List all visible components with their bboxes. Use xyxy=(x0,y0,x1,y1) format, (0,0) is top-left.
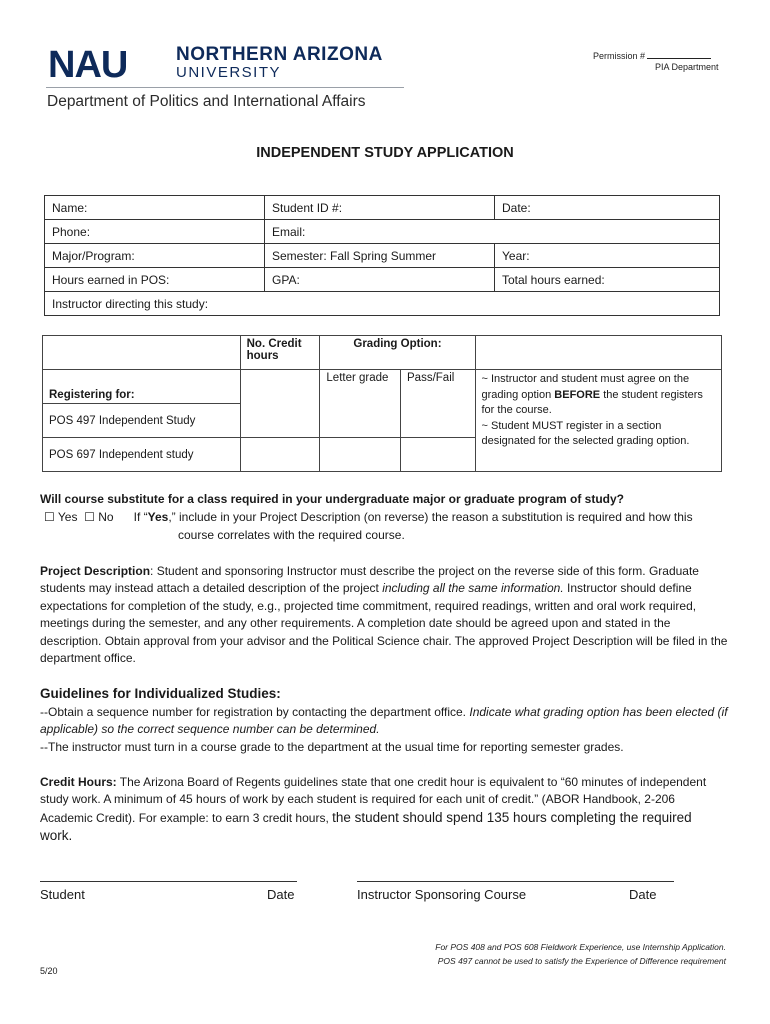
page-title: INDEPENDENT STUDY APPLICATION xyxy=(256,145,514,161)
grading-note xyxy=(475,370,722,472)
grading-option-header: Grading Option: xyxy=(320,336,475,370)
guidelines-line2: --The instructor must turn in a course grade to the department at the usual time for reporting semester grades. xyxy=(40,740,624,754)
substitute-question: Will course substitute for a class required in your undergraduate major or graduate program of study? xyxy=(40,492,624,506)
university-name-line1: NORTHERN ARIZONA xyxy=(176,44,383,65)
project-text-2: Instructor should define expectations for completion of the study, e.g., projected time commitment, required readings, written and oral work required, meetings during the semester, and any other requirements. A completion date should be agreed upon and stated in the description. Obtain approval from your advisor and the Political Science chair. The approved Project Description will be filed in the department office. xyxy=(40,581,728,666)
project-text-1: : Student and sponsoring Instructor must describe the project on the reverse side of this form. Graduate students may instead attach a detailed description of the project xyxy=(40,564,699,596)
instructor-date-label: Date xyxy=(629,887,657,902)
date-field[interactable]: Date: xyxy=(495,196,720,220)
year-field[interactable]: Year: xyxy=(495,244,720,268)
substitute-answer-line2: course correlates with the required course. xyxy=(178,528,405,542)
pass-fail-header: Pass/Fail xyxy=(401,370,475,404)
pass-fail-cell-2[interactable] xyxy=(401,438,475,472)
hours-pos-field[interactable]: Hours earned in POS: xyxy=(45,268,265,292)
permission-label: Permission # xyxy=(593,51,646,61)
if-rest: ,” include in your Project Description (on reverse) the reason a substitution is required and how this xyxy=(168,510,693,524)
logo-divider xyxy=(46,87,404,88)
instructor-signature-label: Instructor Sponsoring Course xyxy=(357,887,527,902)
university-name-line2: UNIVERSITY xyxy=(176,64,282,81)
gpa-field[interactable]: GPA: xyxy=(265,268,495,292)
registering-for-label: Registering for: xyxy=(43,370,241,404)
project-description xyxy=(40,563,732,667)
student-signature-line[interactable] xyxy=(40,881,297,882)
guidelines-line1-italic: Indicate what grading option has been elected (if applicable) so the correct sequence number can be determined. xyxy=(40,705,728,737)
phone-field[interactable]: Phone: xyxy=(45,220,265,244)
letter-grade-cell-1[interactable] xyxy=(320,404,401,438)
credit-hours-cell-2[interactable] xyxy=(240,438,320,472)
nau-logo xyxy=(48,46,166,82)
pia-department-label: PIA Department xyxy=(655,62,719,72)
letter-grade-header: Letter grade xyxy=(320,370,401,404)
pass-fail-cell-1[interactable] xyxy=(401,404,475,438)
version-label: 5/20 xyxy=(40,966,58,976)
permission-field[interactable] xyxy=(647,49,711,59)
credit-hours-header: No. Credit hours xyxy=(240,336,320,370)
grading-note-text: ~ Instructor and student must agree on the grading option xyxy=(481,373,690,401)
student-signature-label: Student xyxy=(40,887,85,902)
credit-hours-text-1: The Arizona Board of Regents guidelines state that one credit hour is equivalent to “60 minutes of independent study work. A minimum of 45 hours of work by each student is required for each unit of credit.” (ABOR Handbook, 2-206 Academic Credit). For example: to earn 3 credit hours, xyxy=(40,775,707,825)
guidelines-line1-text: --Obtain a sequence number for registration by contacting the department office. xyxy=(40,705,470,719)
course-row-pos697: POS 697 Independent study xyxy=(43,438,241,472)
grading-note-rest: the student registers for the course. xyxy=(481,388,703,416)
grading-note-2: ~ Student MUST register in a section designated for the selected grading option. xyxy=(481,419,690,447)
project-label: Project Description xyxy=(40,564,151,578)
department-name: Department of Politics and International Affairs xyxy=(47,93,366,110)
course-table xyxy=(42,335,722,472)
email-field[interactable]: Email: xyxy=(265,220,720,244)
project-text-italic: including all the same information. xyxy=(382,581,564,596)
substitute-answer xyxy=(44,509,693,526)
student-date-label: Date xyxy=(267,887,295,902)
no-checkbox[interactable]: ☐ xyxy=(84,510,95,524)
credit-hours-cell-1[interactable] xyxy=(240,370,320,438)
footer-note-2: POS 497 cannot be used to satisfy the Experience of Difference requirement xyxy=(437,956,726,966)
grading-note-bold: BEFORE xyxy=(554,388,601,401)
student-info-table xyxy=(44,195,720,316)
if-label: If “ xyxy=(133,510,148,524)
credit-hours-section xyxy=(40,774,712,846)
letter-grade-cell-2[interactable] xyxy=(320,438,401,472)
course-row-pos497: POS 497 Independent Study xyxy=(43,404,241,438)
student-id-field[interactable]: Student ID #: xyxy=(265,196,495,220)
major-field[interactable]: Major/Program: xyxy=(45,244,265,268)
semester-field[interactable]: Semester: Fall Spring Summer xyxy=(265,244,495,268)
if-yes-bold: Yes xyxy=(147,510,169,524)
credit-hours-label: Credit Hours: xyxy=(40,775,117,789)
footer-note-1: For POS 408 and POS 608 Fieldwork Experience, use Internship Application. xyxy=(435,942,726,952)
guidelines-heading: Guidelines for Individualized Studies: xyxy=(40,686,281,701)
yes-checkbox[interactable]: ☐ xyxy=(44,510,55,524)
total-hours-field[interactable]: Total hours earned: xyxy=(495,268,720,292)
nau-logo-icon xyxy=(48,46,166,82)
logo-abbr: NAU xyxy=(48,46,128,82)
guidelines-line1 xyxy=(40,704,730,739)
name-field[interactable]: Name: xyxy=(45,196,265,220)
yes-label: Yes xyxy=(57,510,78,524)
no-label: No xyxy=(98,510,114,524)
instructor-signature-line[interactable] xyxy=(357,881,674,882)
credit-hours-text-2: the student should spend 135 hours completing the required work. xyxy=(40,809,692,844)
instructor-field[interactable]: Instructor directing this study: xyxy=(45,292,720,316)
permission-number xyxy=(593,49,711,61)
